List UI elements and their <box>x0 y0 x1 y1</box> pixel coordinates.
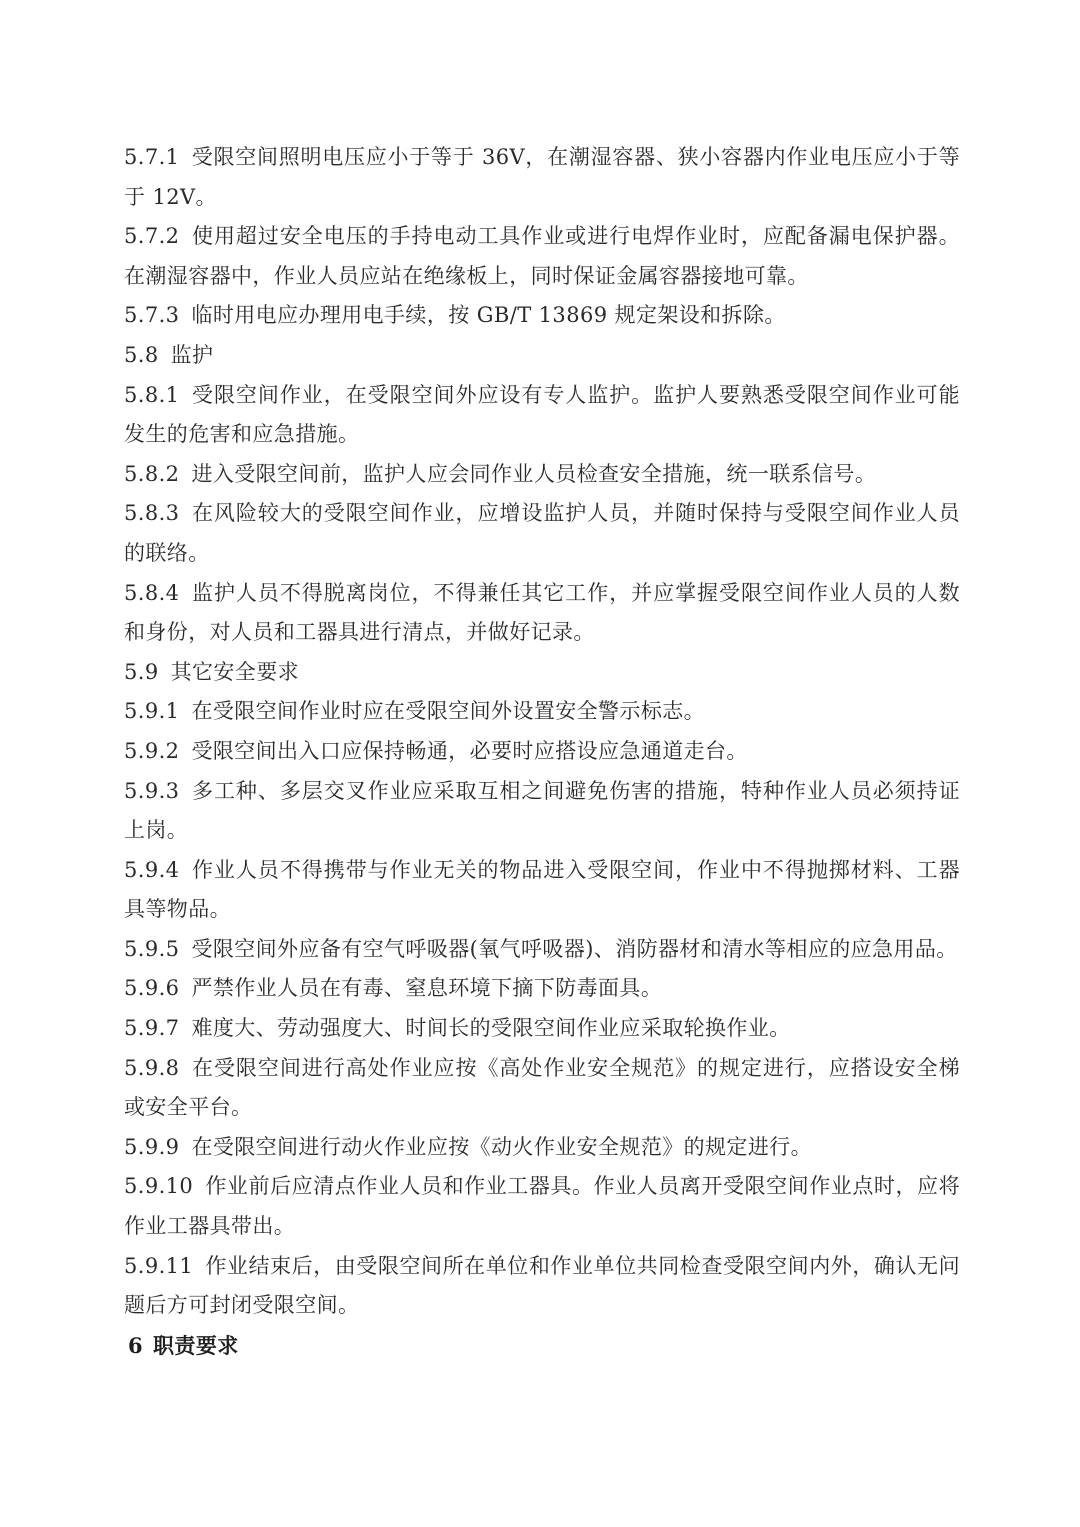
clause-number: 5.8.3 <box>124 501 180 526</box>
clause-text: 受限空间外应备有空气呼吸器(氧气呼吸器)、消防器材和清水等相应的应急用品。 <box>191 936 958 961</box>
clause-number: 5.7.2 <box>124 224 180 249</box>
clause-number: 5.7.1 <box>124 145 180 169</box>
clause-5-9-10 <box>124 1167 960 1246</box>
clause-5-8-4 <box>124 574 960 653</box>
clause-text: 在风险较大的受限空间作业，应增设监护人员，并随时保持与受限空间作业人员的联络。 <box>124 501 960 565</box>
clause-5-7-2 <box>124 217 960 296</box>
clause-text: 难度大、劳动强度大、时间长的受限空间作业应采取轮换作业。 <box>191 1016 791 1041</box>
clause-text: 使用超过安全电压的手持电动工具作业或进行电焊作业时，应配备漏电保护器。在潮湿容器中，作业人员应站在绝缘板上，同时保证金属容器接地可靠。 <box>124 224 960 288</box>
section-number: 5.8 <box>124 342 159 367</box>
document-body <box>124 138 960 1365</box>
clause-5-7-3 <box>124 296 960 336</box>
clause-text: 多工种、多层交叉作业应采取互相之间避免伤害的措施，特种作业人员必须持证上岗。 <box>124 778 960 843</box>
clause-5-9-9 <box>124 1128 960 1168</box>
clause-5-7-1 <box>124 138 960 217</box>
clause-number: 5.9.8 <box>124 1055 180 1080</box>
clause-number: 5.8.1 <box>124 382 180 407</box>
clause-number: 5.9.1 <box>124 699 180 724</box>
clause-number: 5.9.11 <box>124 1253 194 1278</box>
clause-number: 5.9.10 <box>124 1174 194 1199</box>
section-6-heading <box>124 1326 960 1366</box>
clause-5-9-3 <box>124 772 960 851</box>
clause-5-9-6 <box>124 969 960 1009</box>
clause-number: 5.8.2 <box>124 461 180 486</box>
clause-text: 作业结束后，由受限空间所在单位和作业单位共同检查受限空间内外，确认无问题后方可封闭受限空间。 <box>124 1253 960 1318</box>
clause-text: 受限空间出入口应保持畅通，必要时应搭设应急通道走台。 <box>191 738 748 763</box>
clause-text: 监护人员不得脱离岗位，不得兼任其它工作，并应掌握受限空间作业人员的人数和身份，对人员和工器具进行清点，并做好记录。 <box>124 580 960 645</box>
clause-text: 进入受限空间前，监护人应会同作业人员检查安全措施，统一联系信号。 <box>191 461 877 486</box>
clause-5-9-1 <box>124 692 960 732</box>
clause-5-8-2 <box>124 455 960 495</box>
clause-number: 5.9.7 <box>124 1016 180 1041</box>
clause-number: 5.7.3 <box>124 303 180 328</box>
section-number: 6 <box>128 1332 144 1358</box>
clause-text: 受限空间作业，在受限空间外应设有专人监护。监护人要熟悉受限空间作业可能发生的危害和应急措施。 <box>124 382 960 447</box>
clause-text: 作业前后应清点作业人员和作业工器具。作业人员离开受限空间作业点时，应将作业工器具带出。 <box>124 1174 960 1239</box>
section-title: 职责要求 <box>153 1332 239 1358</box>
clause-text: 作业人员不得携带与作业无关的物品进入受限空间，作业中不得抛掷材料、工器具等物品。 <box>124 857 960 922</box>
clause-5-9-8 <box>124 1049 960 1128</box>
clause-5-9-7 <box>124 1009 960 1049</box>
section-title: 其它安全要求 <box>170 659 300 684</box>
clause-5-9-5 <box>124 930 960 970</box>
clause-text: 在受限空间进行动火作业应按《动火作业安全规范》的规定进行。 <box>191 1134 813 1159</box>
clause-5-9-2 <box>124 732 960 772</box>
clause-5-9-4 <box>124 851 960 930</box>
clause-5-9-11 <box>124 1247 960 1326</box>
clause-number: 5.9.5 <box>124 936 180 961</box>
clause-number: 5.9.2 <box>124 738 180 763</box>
clause-text: 受限空间照明电压应小于等于 36V，在潮湿容器、狭小容器内作业电压应小于等于 12V。 <box>124 145 960 209</box>
clause-number: 5.8.4 <box>124 580 180 605</box>
clause-number: 5.9.3 <box>124 778 180 803</box>
clause-number: 5.9.4 <box>124 857 180 882</box>
clause-5-8-1 <box>124 376 960 455</box>
clause-text: 在受限空间进行高处作业应按《高处作业安全规范》的规定进行，应搭设安全梯或安全平台。 <box>124 1055 960 1120</box>
clause-text: 临时用电应办理用电手续，按 GB/T 13869 规定架设和拆除。 <box>191 303 786 328</box>
section-5-8-heading <box>124 336 960 376</box>
clause-text: 在受限空间作业时应在受限空间外设置安全警示标志。 <box>191 699 706 724</box>
clause-text: 严禁作业人员在有毒、窒息环境下摘下防毒面具。 <box>191 976 663 1001</box>
section-5-9-heading <box>124 653 960 693</box>
clause-5-8-3 <box>124 494 960 573</box>
section-number: 5.9 <box>124 659 159 684</box>
section-title: 监护 <box>170 342 214 367</box>
clause-number: 5.9.6 <box>124 976 180 1001</box>
clause-number: 5.9.9 <box>124 1134 180 1159</box>
